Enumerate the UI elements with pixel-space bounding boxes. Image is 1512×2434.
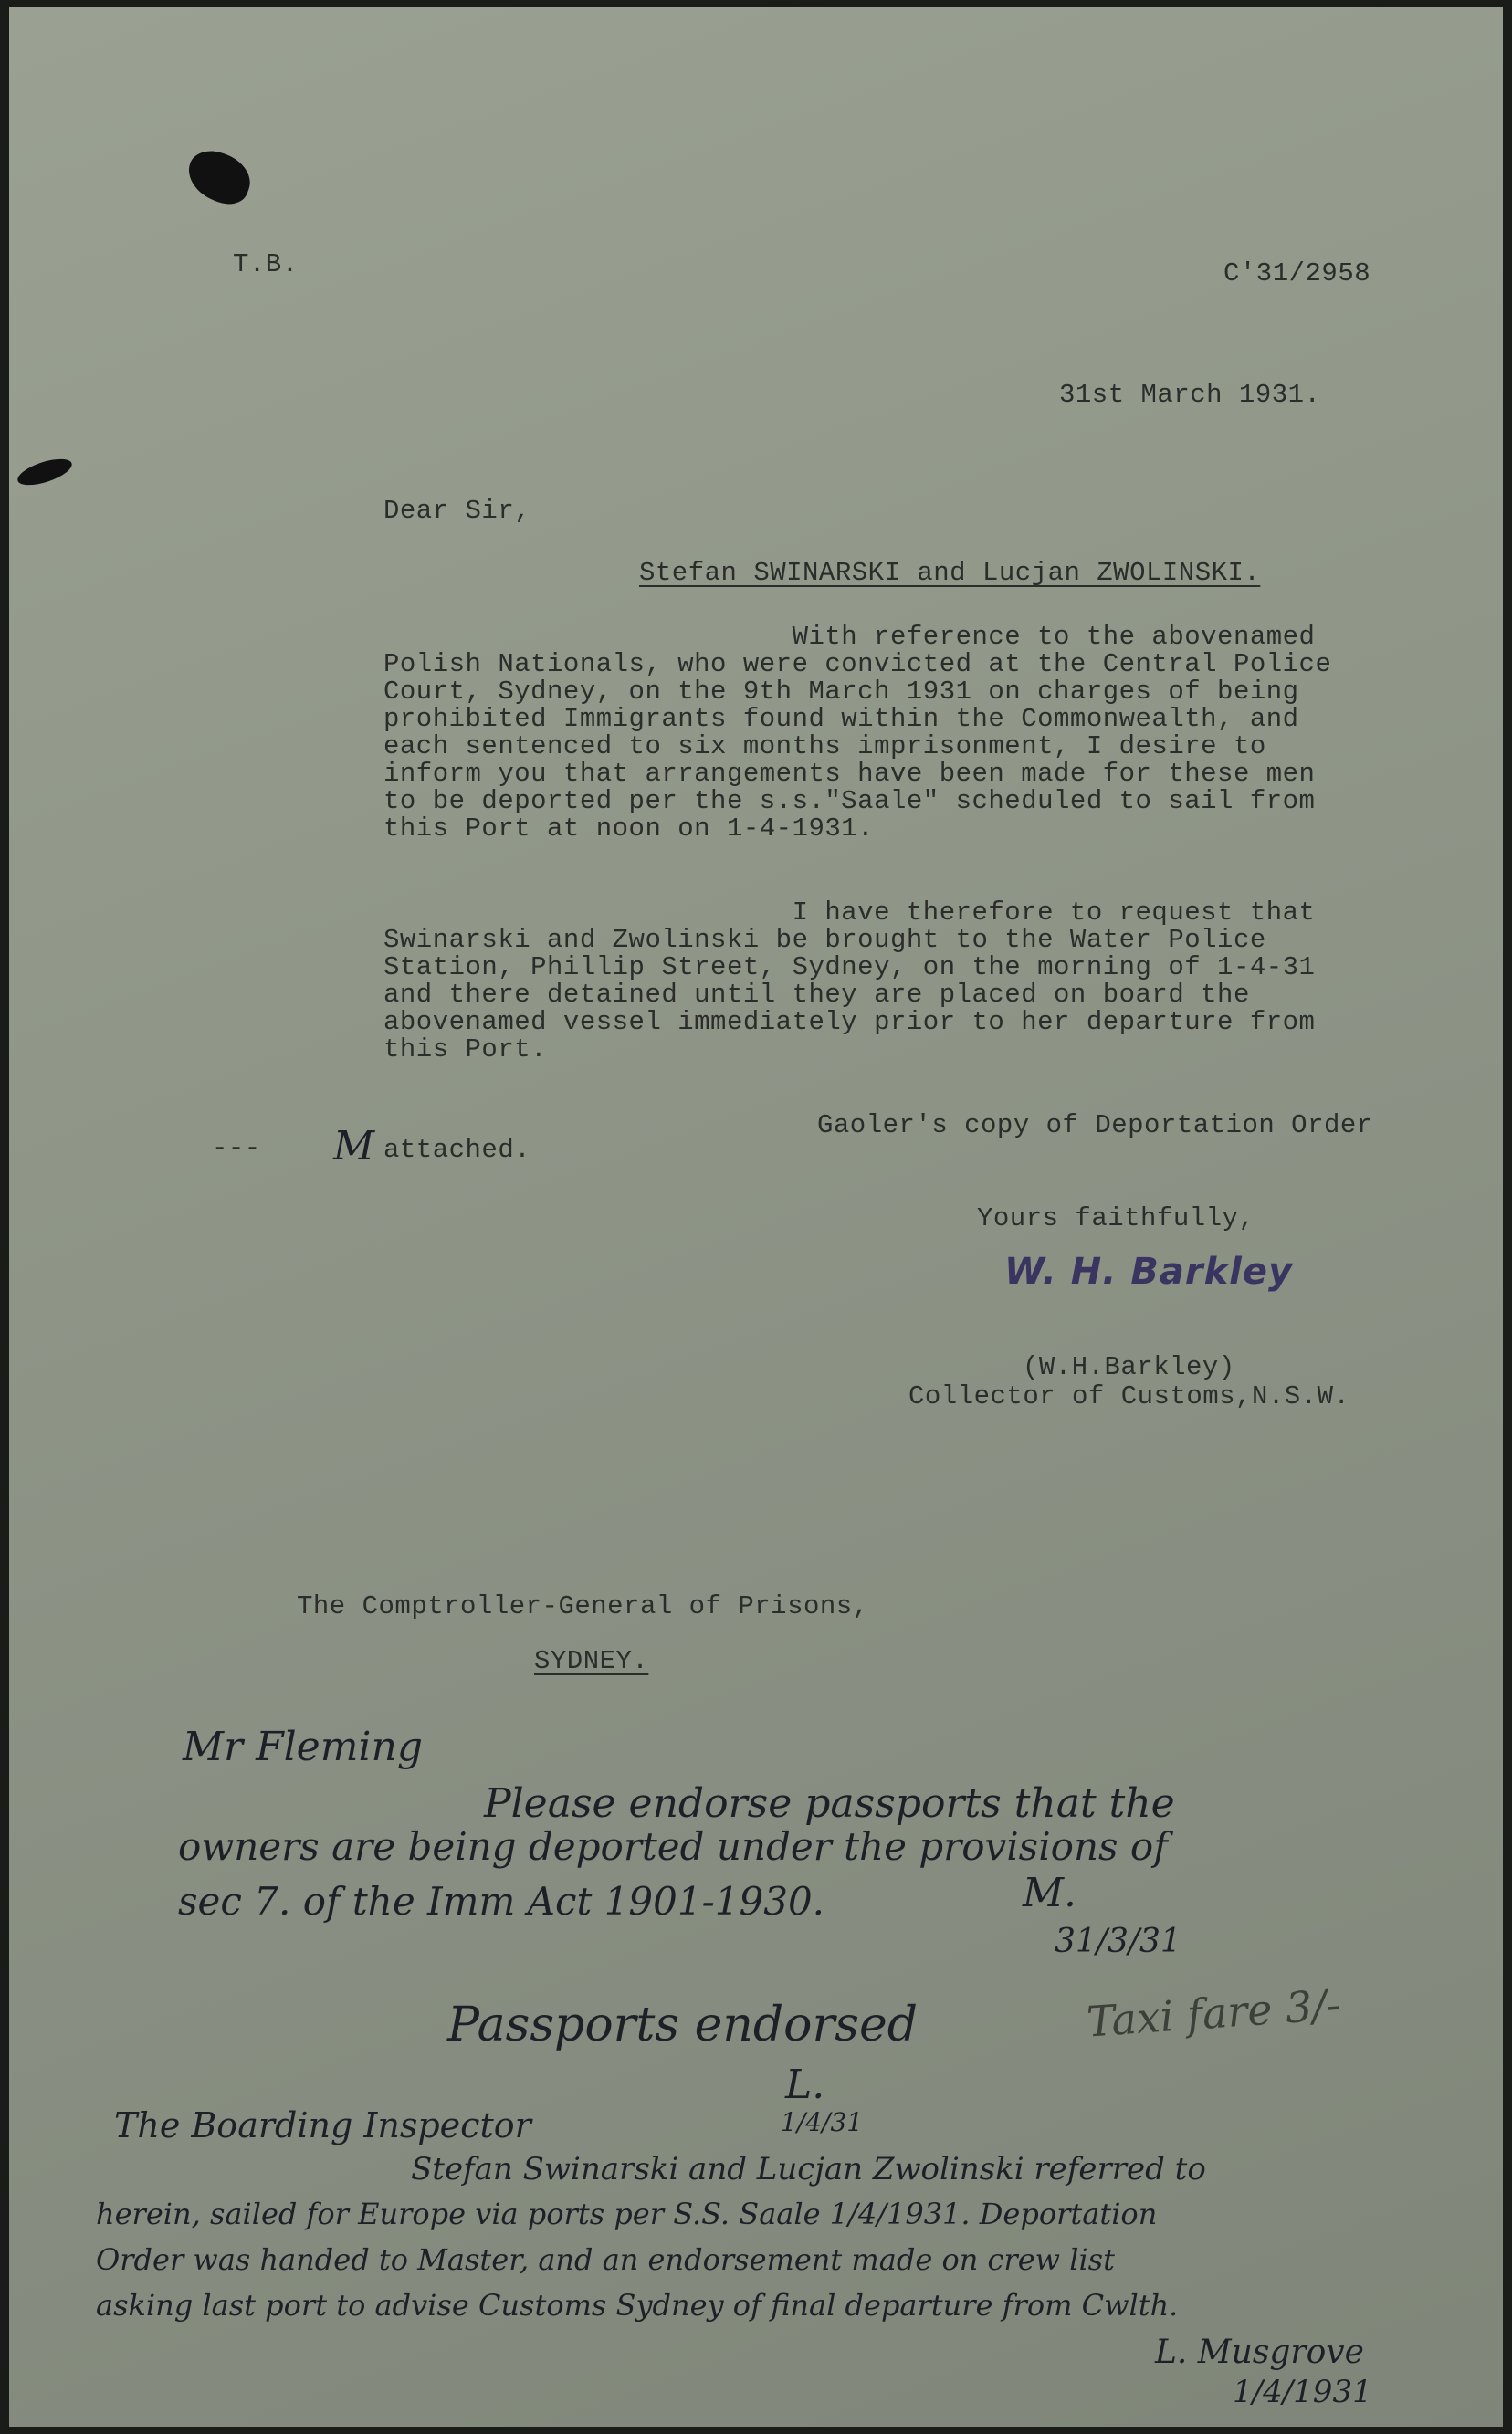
attachment-mark: M (333, 1123, 375, 1170)
attachment-line: attached. (383, 1135, 531, 1165)
handwritten-date: 31/3/31 (1055, 1923, 1181, 1960)
handwritten-date: 1/4/1931 (1233, 2374, 1372, 2410)
paragraph-line: With reference to the abovenamed (383, 622, 1316, 652)
paragraph-line: this Port. (383, 1034, 548, 1065)
paragraph-line: prohibited Immigrants found within the Commonwealth, and (383, 704, 1299, 734)
handwritten-note: Please endorse passports that the (484, 1780, 1175, 1827)
paragraph-line: Station, Phillip Street, Sydney, on the morning of 1-4-31 (383, 952, 1316, 982)
initials: T.B. (233, 249, 299, 279)
paragraph-line: each sentenced to six months imprisonment, I desire to (383, 731, 1266, 761)
handwritten-note: sec 7. of the Imm Act 1901-1930. (178, 1879, 825, 1924)
handwritten-note: Taxi fare 3/- (1085, 1979, 1342, 2047)
paragraph-line: I have therefore to request that (383, 897, 1316, 928)
paragraph-line: abovenamed vessel immediately prior to her departure from (383, 1007, 1316, 1037)
document-page (9, 7, 1503, 2427)
ink-blot (181, 144, 257, 211)
paragraph-line: and there detained until they are placed on board the (383, 980, 1250, 1010)
letter-date: 31st March 1931. (1059, 380, 1321, 410)
ink-blot (15, 454, 75, 490)
signature-stamp: W. H. Barkley (1004, 1251, 1294, 1293)
addressee: The Comptroller-General of Prisons, (297, 1591, 869, 1621)
handwritten-note: herein, sailed for Europe via ports per S.S. Saale 1/4/1931. Deportation (96, 2197, 1158, 2231)
paragraph-line: inform you that arrangements have been made for these men (383, 759, 1316, 789)
handwritten-note: Order was handed to Master, and an endorsement made on crew list (96, 2242, 1115, 2277)
handwritten-note: Passports endorsed (447, 1998, 919, 2052)
signatory-name: (W.H.Barkley) (1023, 1352, 1235, 1382)
salutation: Dear Sir, (383, 496, 531, 526)
closing: Yours faithfully, (977, 1203, 1255, 1233)
handwritten-signature: L. Musgrove (1155, 2334, 1364, 2371)
paragraph-line: this Port at noon on 1-4-1931. (383, 813, 875, 844)
handwritten-note: owners are being deported under the provisions of (178, 1824, 1168, 1869)
paragraph-line: Court, Sydney, on the 9th March 1931 on charges of being (383, 677, 1299, 707)
handwritten-note: Mr Fleming (183, 1724, 424, 1770)
handwritten-note: Stefan Swinarski and Lucjan Zwolinski referred to (411, 2151, 1206, 2187)
attachment-line: Gaoler's copy of Deportation Order (817, 1110, 1373, 1140)
file-reference: C'31/2958 (1223, 258, 1371, 289)
handwritten-initials: M. (1023, 1870, 1077, 1916)
handwritten-note: The Boarding Inspector (114, 2105, 531, 2145)
signatory-title: Collector of Customs,N.S.W. (908, 1381, 1350, 1411)
subject-line: Stefan SWINARSKI and Lucjan ZWOLINSKI. (639, 558, 1261, 588)
paragraph-line: Polish Nationals, who were convicted at the Central Police (383, 649, 1332, 679)
paragraph-line: Swinarski and Zwolinski be brought to the Water Police (383, 925, 1266, 955)
handwritten-date: 1/4/31 (781, 2107, 864, 2137)
paragraph-line: to be deported per the s.s."Saale" scheduled to sail from (383, 786, 1316, 816)
addressee-city: SYDNEY. (534, 1646, 649, 1676)
handwritten-note: asking last port to advise Customs Sydney of final departure from Cwlth. (96, 2288, 1179, 2323)
attachment-dashes: --- (212, 1133, 261, 1163)
handwritten-initials: L. (785, 2062, 825, 2108)
